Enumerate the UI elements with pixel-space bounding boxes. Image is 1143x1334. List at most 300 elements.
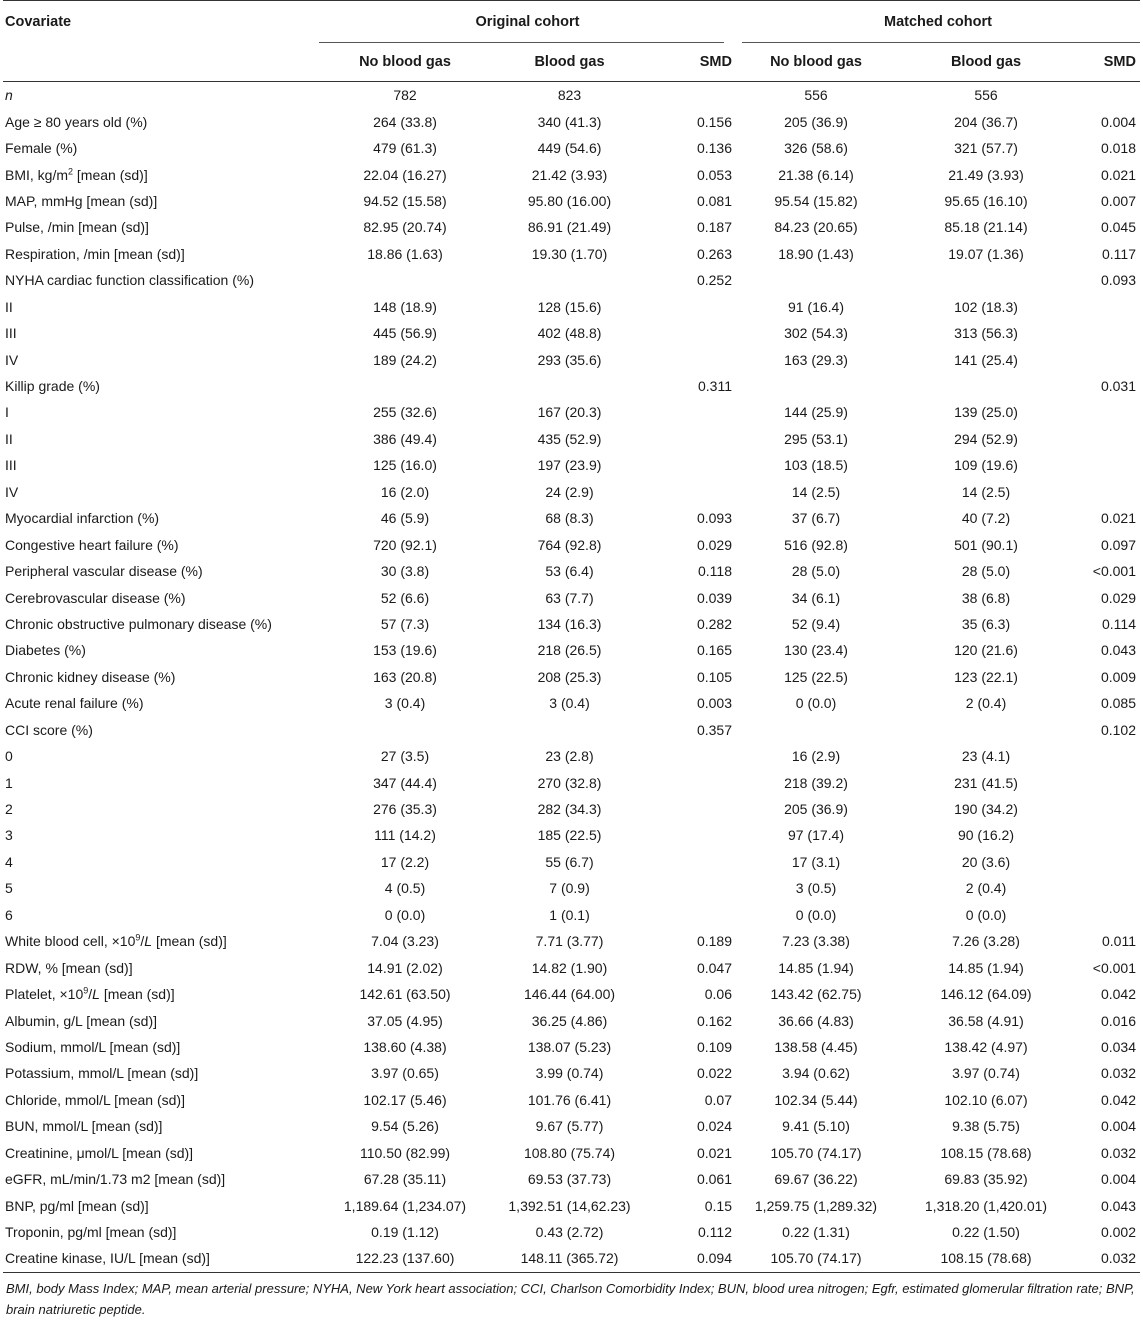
value-cell: 19.07 (1.36): [948, 245, 1024, 262]
value-cell: 0.22 (1.50): [952, 1224, 1020, 1241]
table-row: [3, 796, 1140, 822]
smd-cell: 0.029: [1100, 589, 1136, 606]
smd-cell: [648, 294, 736, 320]
value-cell: 36.25 (4.86): [531, 1012, 608, 1029]
table-row: [3, 161, 1140, 187]
value-cell: 128 (15.6): [537, 298, 602, 315]
covariate-label: 2: [5, 801, 13, 818]
smd-cell: 0.022: [696, 1065, 732, 1082]
table-row: [3, 584, 1140, 610]
column-header: SMD: [648, 43, 736, 82]
value-cell: 1,189.64 (1,234.07): [343, 1197, 467, 1214]
covariate-label: Female (%): [5, 140, 78, 157]
covariate-label: White blood cell, $\times 10^9/L$ [mean (sd)]: [5, 932, 227, 950]
covariate-label: Congestive heart failure (%): [5, 536, 179, 553]
smd-cell: 0.053: [696, 166, 732, 183]
value-cell: 3.94 (0.62): [782, 1065, 850, 1082]
smd-cell: [648, 452, 736, 478]
table-row: [3, 1034, 1140, 1060]
value-cell: 139 (25.0): [954, 404, 1018, 421]
smd-cell: 0.357: [696, 721, 732, 738]
covariate-label: II: [5, 430, 13, 447]
covariate-label: Pulse, /min [mean (sd)]: [5, 219, 149, 236]
table-row: [3, 822, 1140, 848]
value-cell: 38 (6.8): [961, 589, 1011, 606]
smd-cell: [1076, 769, 1140, 795]
value-cell: 103 (18.5): [784, 457, 848, 474]
table-row: [3, 637, 1140, 663]
value-cell: [319, 373, 491, 399]
value-cell: [896, 373, 1076, 399]
table-row: [3, 505, 1140, 531]
value-cell: 105.70 (74.17): [736, 1245, 896, 1272]
smd-cell: 0.263: [696, 245, 732, 262]
value-cell: [491, 373, 648, 399]
value-cell: 146.44 (64.00): [523, 986, 616, 1003]
value-cell: 148.11 (365.72): [491, 1245, 648, 1272]
smd-cell: 0.039: [696, 589, 732, 606]
value-cell: 109 (19.6): [954, 457, 1018, 474]
table-row: [3, 1087, 1140, 1113]
table-row: [3, 399, 1140, 425]
smd-cell: 0.105: [696, 668, 732, 685]
smd-cell: 0.085: [1100, 695, 1136, 712]
value-cell: [736, 717, 896, 743]
covariate-label: Cerebrovascular disease (%): [5, 589, 186, 606]
table-row: [3, 82, 1140, 109]
value-cell: 321 (57.7): [954, 140, 1018, 157]
covariate-label: Chloride, mmol/L [mean (sd)]: [5, 1091, 185, 1108]
value-cell: 255 (32.6): [373, 404, 437, 421]
covariate-label: 4: [5, 853, 13, 870]
value-cell: 138.42 (4.97): [944, 1038, 1028, 1055]
covariate-label: Chronic kidney disease (%): [5, 668, 176, 685]
value-cell: 9.54 (5.26): [371, 1118, 439, 1135]
smd-cell: 0.045: [1100, 219, 1136, 236]
smd-cell: 0.081: [696, 192, 732, 209]
value-cell: 3 (0.4): [549, 695, 590, 712]
smd-cell: 0.093: [1100, 272, 1136, 289]
covariate-label: III: [5, 457, 17, 474]
value-cell: 264 (33.8): [373, 113, 437, 130]
table-row: [3, 1192, 1140, 1218]
value-cell: 95.80 (16.00): [527, 192, 612, 209]
value-cell: 0.19 (1.12): [371, 1224, 439, 1241]
value-cell: 52 (9.4): [791, 615, 841, 632]
value-cell: 125 (22.5): [784, 668, 848, 685]
value-cell: 102.17 (5.46): [363, 1091, 447, 1108]
column-header: No blood gas: [319, 43, 491, 82]
value-cell: [319, 267, 491, 293]
value-cell: 1 (0.1): [549, 906, 590, 923]
smd-cell: 0.011: [1102, 933, 1136, 950]
covariate-label: CCI score (%): [5, 721, 93, 738]
smd-cell: [648, 822, 736, 848]
value-cell: 0.22 (1.31): [782, 1224, 850, 1241]
smd-cell: 0.034: [1100, 1038, 1136, 1055]
smd-cell: 0.021: [696, 1144, 732, 1161]
value-cell: 53 (6.4): [545, 563, 594, 580]
table-body: [3, 82, 1140, 1273]
smd-cell: 0.06: [704, 986, 732, 1003]
table-row: [3, 954, 1140, 980]
table-row: [3, 294, 1140, 320]
covariate-label: Acute renal failure (%): [5, 695, 144, 712]
smd-cell: 0.021: [1100, 510, 1136, 527]
value-cell: 19.30 (1.70): [531, 245, 608, 262]
smd-cell: [1076, 320, 1140, 346]
smd-cell: <0.001: [1092, 959, 1136, 976]
value-cell: 94.52 (15.58): [363, 192, 447, 209]
value-cell: 111 (14.2): [374, 827, 436, 844]
covariate-label: Peripheral vascular disease (%): [5, 563, 203, 580]
value-cell: 7.04 (3.23): [371, 933, 439, 950]
table-row: [3, 135, 1140, 161]
covariate-label: 5: [5, 880, 13, 897]
table-footnote: BMI, body Mass Index; MAP, mean arterial pressure; NYHA, New York heart association; CCI, Charlson Comorbidity Index; BUN, blood urea nitrogen; Egfr, estimated glomerular filtration rate; BNP, brain natriuretic peptide.: [6, 1280, 1135, 1317]
value-cell: 435 (52.9): [537, 430, 602, 447]
table-row: [3, 214, 1140, 240]
smd-cell: 0.165: [696, 642, 732, 659]
value-cell: 23 (4.1): [961, 748, 1011, 765]
value-cell: 189 (24.2): [373, 351, 437, 368]
value-cell: 57 (7.3): [380, 615, 430, 632]
value-cell: 24 (2.9): [545, 483, 594, 500]
table-row: [3, 1140, 1140, 1166]
value-cell: 2 (0.4): [965, 880, 1007, 897]
covariate-label: MAP, mmHg [mean (sd)]: [5, 192, 158, 209]
table-row: [3, 373, 1140, 399]
covariate-label: Killip grade (%): [5, 378, 100, 395]
smd-cell: 0.093: [696, 510, 732, 527]
smd-cell: 0.042: [1100, 1091, 1136, 1108]
smd-cell: 0.003: [696, 695, 732, 712]
value-cell: 40 (7.2): [961, 510, 1011, 527]
smd-cell: 0.047: [696, 959, 732, 976]
table-row: [3, 1219, 1140, 1245]
value-cell: 282 (34.3): [537, 801, 602, 818]
smd-cell: [1076, 294, 1140, 320]
table-row: [3, 769, 1140, 795]
value-cell: 9.41 (5.10): [782, 1118, 850, 1135]
value-cell: 90 (16.2): [957, 827, 1015, 844]
value-cell: 134 (16.3): [537, 615, 602, 632]
value-cell: 138.58 (4.45): [774, 1038, 858, 1055]
smd-cell: [1076, 346, 1140, 372]
table-row: [3, 108, 1140, 134]
value-cell: 764 (92.8): [537, 536, 602, 553]
value-cell: 0 (0.0): [795, 906, 837, 923]
value-cell: 36.58 (4.91): [948, 1012, 1024, 1029]
covariate-label: Diabetes (%): [5, 642, 86, 659]
value-cell: 21.38 (6.14): [778, 166, 854, 183]
value-cell: 46 (5.9): [380, 510, 430, 527]
value-cell: [896, 717, 1076, 743]
covariate-label: I: [5, 404, 9, 421]
smd-cell: [1076, 426, 1140, 452]
value-cell: 69.83 (35.92): [944, 1171, 1028, 1188]
value-cell: 34 (6.1): [791, 589, 841, 606]
value-cell: 148 (18.9): [373, 298, 437, 315]
table-row: [3, 531, 1140, 557]
value-cell: 28 (5.0): [961, 563, 1011, 580]
value-cell: 153 (19.6): [373, 642, 437, 659]
value-cell: 23 (2.8): [545, 748, 594, 765]
smd-cell: [1076, 796, 1140, 822]
smd-cell: [1076, 452, 1140, 478]
value-cell: 30 (3.8): [380, 563, 430, 580]
header-spacer: [3, 43, 319, 82]
value-cell: 313 (56.3): [954, 325, 1018, 342]
value-cell: 122.23 (137.60): [319, 1245, 491, 1272]
smd-cell: 0.097: [1100, 536, 1136, 553]
smd-cell: [1076, 822, 1140, 848]
smd-cell: 0.156: [696, 113, 732, 130]
value-cell: 69.67 (36.22): [774, 1171, 858, 1188]
value-cell: 270 (32.8): [537, 774, 602, 791]
smd-cell: 0.15: [704, 1197, 732, 1214]
value-cell: 185 (22.5): [537, 827, 602, 844]
table-header: [3, 1, 1140, 82]
value-cell: 1,392.51 (14,62.23): [508, 1197, 631, 1214]
value-cell: 86.91 (21.49): [527, 219, 612, 236]
value-cell: 231 (41.5): [954, 774, 1018, 791]
table-row: [3, 346, 1140, 372]
value-cell: 21.49 (3.93): [948, 166, 1024, 183]
value-cell: 204 (36.7): [954, 113, 1018, 130]
covariate-label: 0: [5, 748, 13, 765]
table-row: [3, 452, 1140, 478]
table-row: [3, 664, 1140, 690]
smd-cell: [648, 902, 736, 928]
value-cell: 17 (3.1): [791, 853, 841, 870]
value-cell: 21.42 (3.93): [531, 166, 608, 183]
value-cell: 0 (0.0): [965, 906, 1007, 923]
smd-cell: 0.094: [648, 1245, 736, 1272]
table-row: [3, 188, 1140, 214]
value-cell: 125 (16.0): [373, 457, 437, 474]
matched-cohort-header: Matched cohort: [736, 1, 1140, 44]
value-cell: 108.80 (75.74): [523, 1144, 616, 1161]
value-cell: 120 (21.6): [954, 642, 1018, 659]
value-cell: 36.66 (4.83): [778, 1012, 854, 1029]
value-cell: 16 (2.0): [380, 483, 430, 500]
smd-cell: [648, 426, 736, 452]
smd-cell: 0.004: [1100, 113, 1136, 130]
covariate-label: Myocardial infarction (%): [5, 510, 160, 527]
value-cell: 208 (25.3): [537, 668, 602, 685]
value-cell: 20 (3.6): [961, 853, 1011, 870]
smd-cell: 0.282: [696, 615, 732, 632]
table-row: [3, 902, 1140, 928]
value-cell: [491, 267, 648, 293]
value-cell: 197 (23.9): [537, 457, 602, 474]
value-cell: 22.04 (16.27): [363, 166, 447, 183]
value-cell: 138.07 (5.23): [527, 1038, 612, 1055]
covariate-label: Chronic obstructive pulmonary disease (%): [5, 615, 272, 632]
value-cell: 82.95 (20.74): [363, 219, 447, 236]
value-cell: 163 (20.8): [373, 668, 437, 685]
smd-cell: [648, 479, 736, 505]
value-cell: [736, 267, 896, 293]
table-row: [3, 1060, 1140, 1086]
value-cell: 0 (0.0): [384, 906, 426, 923]
value-cell: 7.71 (3.77): [535, 933, 604, 950]
value-cell: 218 (39.2): [784, 774, 848, 791]
value-cell: 449 (54.6): [537, 140, 602, 157]
smd-cell: [1076, 849, 1140, 875]
covariate-label: eGFR, mL/min/1.73 m2 [mean (sd)]: [5, 1171, 226, 1188]
smd-cell: 0.032: [1100, 1144, 1136, 1161]
covariate-label: BMI, $kg/m^2$ [mean (sd)]: [5, 165, 148, 183]
value-cell: 84.23 (20.65): [774, 219, 858, 236]
smd-cell: 0.118: [698, 563, 732, 580]
value-cell: 1,318.20 (1,420.01): [924, 1197, 1048, 1214]
smd-cell: 0.032: [1100, 1065, 1136, 1082]
covariate-label: 1: [5, 774, 13, 791]
value-cell: 516 (92.8): [784, 536, 848, 553]
smd-cell: 0.112: [698, 1224, 732, 1241]
table-row: [3, 981, 1140, 1007]
covariate-label: Sodium, mmol/L [mean (sd)]: [5, 1038, 181, 1055]
smd-cell: 0.029: [696, 536, 732, 553]
original-cohort-header: Original cohort: [319, 1, 736, 44]
value-cell: 17 (2.2): [380, 853, 430, 870]
table-row: [3, 320, 1140, 346]
value-cell: 205 (36.9): [784, 113, 848, 130]
smd-cell: 0.043: [1100, 642, 1136, 659]
value-cell: 3 (0.4): [384, 695, 426, 712]
smd-cell: 0.061: [696, 1171, 732, 1188]
covariate-label: BUN, mmol/L [mean (sd)]: [5, 1118, 163, 1135]
value-cell: 67.28 (35.11): [363, 1171, 447, 1188]
covariate-label: n: [5, 87, 13, 104]
value-cell: 141 (25.4): [954, 351, 1018, 368]
value-cell: 143.42 (62.75): [770, 986, 862, 1003]
covariate-label: Creatine kinase, IU/L [mean (sd)]: [3, 1245, 319, 1272]
value-cell: 4 (0.5): [384, 880, 426, 897]
smd-cell: 0.109: [696, 1038, 732, 1055]
smd-cell: [648, 399, 736, 425]
value-cell: 293 (35.6): [537, 351, 602, 368]
value-cell: 146.12 (64.09): [940, 986, 1032, 1003]
smd-cell: 0.004: [1100, 1118, 1136, 1135]
column-header: Blood gas: [896, 43, 1076, 82]
smd-cell: 0.002: [1100, 1224, 1136, 1241]
value-cell: 101.76 (6.41): [527, 1091, 612, 1108]
covariate-label: Albumin, g/L [mean (sd)]: [5, 1012, 157, 1029]
table-row: [3, 743, 1140, 769]
covariate-label: Creatinine, μmol/L [mean (sd)]: [5, 1144, 194, 1161]
value-cell: 97 (17.4): [787, 827, 845, 844]
smd-cell: 0.114: [1102, 615, 1136, 632]
covariate-label: 6: [5, 906, 13, 923]
value-cell: 102.10 (6.07): [944, 1091, 1028, 1108]
value-cell: 28 (5.0): [791, 563, 841, 580]
value-cell: 479 (61.3): [373, 140, 437, 157]
smd-cell: 0.252: [696, 272, 732, 289]
value-cell: 167 (20.3): [537, 404, 602, 421]
value-cell: 14 (2.5): [791, 483, 841, 500]
value-cell: 110.50 (82.99): [359, 1144, 451, 1161]
smd-cell: [1076, 479, 1140, 505]
covariate-label: Respiration, /min [mean (sd)]: [5, 245, 185, 262]
smd-cell: 0.032: [1076, 1245, 1140, 1272]
smd-cell: [1076, 399, 1140, 425]
smd-cell: [648, 346, 736, 372]
value-cell: 276 (35.3): [373, 801, 437, 818]
value-cell: 37.05 (4.95): [367, 1012, 443, 1029]
value-cell: 102.34 (5.44): [774, 1091, 858, 1108]
value-cell: 3.97 (0.65): [371, 1065, 439, 1082]
covariate-label: II: [5, 298, 13, 315]
value-cell: 302 (54.3): [784, 325, 848, 342]
table-row: [3, 849, 1140, 875]
value-cell: 556: [804, 87, 828, 104]
value-cell: 386 (49.4): [373, 430, 437, 447]
value-cell: 108.15 (78.68): [896, 1245, 1076, 1272]
value-cell: 720 (92.1): [373, 536, 437, 553]
value-cell: 501 (90.1): [954, 536, 1018, 553]
value-cell: 340 (41.3): [537, 113, 602, 130]
value-cell: 2 (0.4): [965, 695, 1007, 712]
smd-cell: 0.007: [1100, 192, 1136, 209]
smd-cell: 0.189: [696, 933, 732, 950]
smd-cell: 0.187: [696, 219, 732, 236]
table-row: [3, 875, 1140, 901]
smd-cell: 0.031: [1100, 378, 1136, 395]
value-cell: 108.15 (78.68): [940, 1144, 1032, 1161]
table-row: [3, 1113, 1140, 1139]
smd-cell: [648, 743, 736, 769]
value-cell: 0.43 (2.72): [535, 1224, 604, 1241]
value-cell: 14.85 (1.94): [778, 959, 854, 976]
smd-cell: [648, 82, 736, 109]
table-row: [3, 717, 1140, 743]
value-cell: 91 (16.4): [787, 298, 845, 315]
value-cell: 3.99 (0.74): [535, 1065, 604, 1082]
value-cell: 142.61 (63.50): [359, 986, 451, 1003]
smd-cell: 0.311: [698, 378, 732, 395]
value-cell: 402 (48.8): [537, 325, 602, 342]
column-header: No blood gas: [736, 43, 896, 82]
value-cell: 7.26 (3.28): [952, 933, 1020, 950]
value-cell: 295 (53.1): [784, 430, 848, 447]
smd-cell: 0.004: [1100, 1171, 1136, 1188]
value-cell: 556: [974, 87, 998, 104]
table-row: [3, 928, 1140, 954]
smd-cell: [648, 875, 736, 901]
value-cell: 0 (0.0): [795, 695, 837, 712]
table-row: [3, 479, 1140, 505]
column-header: SMD: [1076, 43, 1140, 82]
value-cell: 14.82 (1.90): [531, 959, 608, 976]
value-cell: 163 (29.3): [784, 351, 848, 368]
value-cell: 14.85 (1.94): [948, 959, 1024, 976]
value-cell: 138.60 (4.38): [363, 1038, 447, 1055]
value-cell: 52 (6.6): [380, 589, 430, 606]
value-cell: 823: [557, 87, 582, 104]
smd-cell: 0.024: [696, 1118, 732, 1135]
value-cell: 130 (23.4): [784, 642, 848, 659]
value-cell: 3.97 (0.74): [952, 1065, 1020, 1082]
smd-cell: 0.043: [1100, 1197, 1136, 1214]
value-cell: [319, 717, 491, 743]
value-cell: 14.91 (2.02): [367, 959, 443, 976]
smd-cell: 0.162: [696, 1012, 732, 1029]
value-cell: 18.86 (1.63): [367, 245, 443, 262]
table-row: [3, 426, 1140, 452]
